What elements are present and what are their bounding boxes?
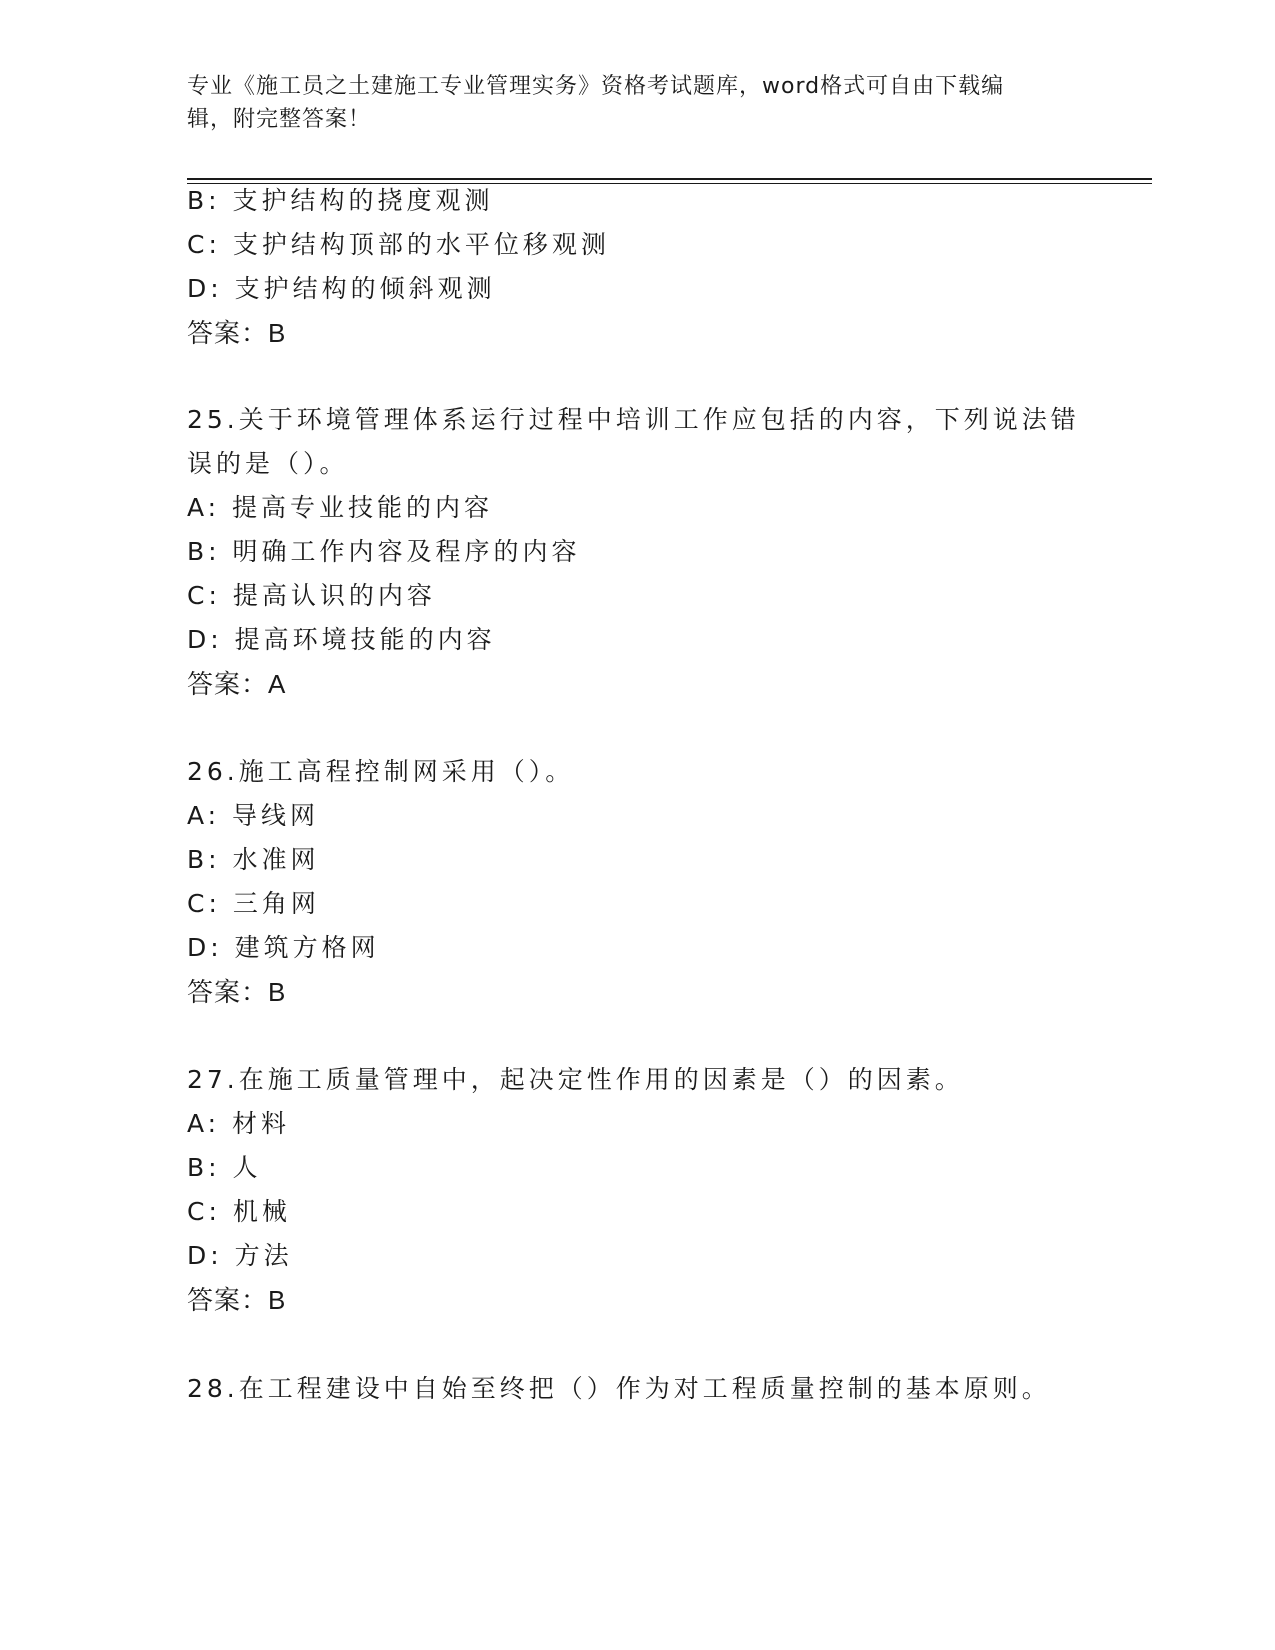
option-a: A: 提高专业技能的内容 — [187, 493, 494, 522]
option-c: C: 机械 — [187, 1197, 291, 1226]
option-d: D: 建筑方格网 — [187, 933, 380, 962]
option-a: A: 导线网 — [187, 801, 320, 830]
header-line-1: 专业《施工员之土建施工专业管理实务》资格考试题库，word格式可自由下载编 — [187, 74, 1005, 99]
question-stem: 25.关于环境管理体系运行过程中培训工作应包括的内容，下列说法错 — [187, 405, 1080, 434]
option-d: D: 支护结构的倾斜观测 — [187, 274, 496, 303]
answer: 答案：B — [187, 1285, 287, 1315]
header-divider-thick — [187, 178, 1152, 180]
question-stem-cont: 误的是（）。 — [187, 449, 349, 478]
option-d: D: 提高环境技能的内容 — [187, 625, 496, 654]
answer: 答案：B — [187, 977, 287, 1007]
question-stem: 28.在工程建设中自始至终把（）作为对工程质量控制的基本原则。 — [187, 1374, 1051, 1403]
question-stem: 27.在施工质量管理中，起决定性作用的因素是（）的因素。 — [187, 1065, 964, 1094]
option-c: C: 三角网 — [187, 889, 320, 918]
option-b: B: 水准网 — [187, 845, 320, 874]
option-b: B: 明确工作内容及程序的内容 — [187, 537, 581, 566]
answer: 答案：A — [187, 669, 287, 699]
option-a: A: 材料 — [187, 1109, 291, 1138]
question-stem: 26.施工高程控制网采用（）。 — [187, 757, 575, 786]
option-d: D: 方法 — [187, 1241, 293, 1270]
option-c: C: 提高认识的内容 — [187, 581, 436, 610]
answer: 答案：B — [187, 318, 287, 348]
header-line-2: 辑，附完整答案！ — [187, 107, 372, 132]
option-c: C: 支护结构顶部的水平位移观测 — [187, 230, 610, 259]
option-b: B: 支护结构的挠度观测 — [187, 186, 494, 215]
option-b: B: 人 — [187, 1153, 262, 1182]
page-header — [187, 70, 1087, 136]
